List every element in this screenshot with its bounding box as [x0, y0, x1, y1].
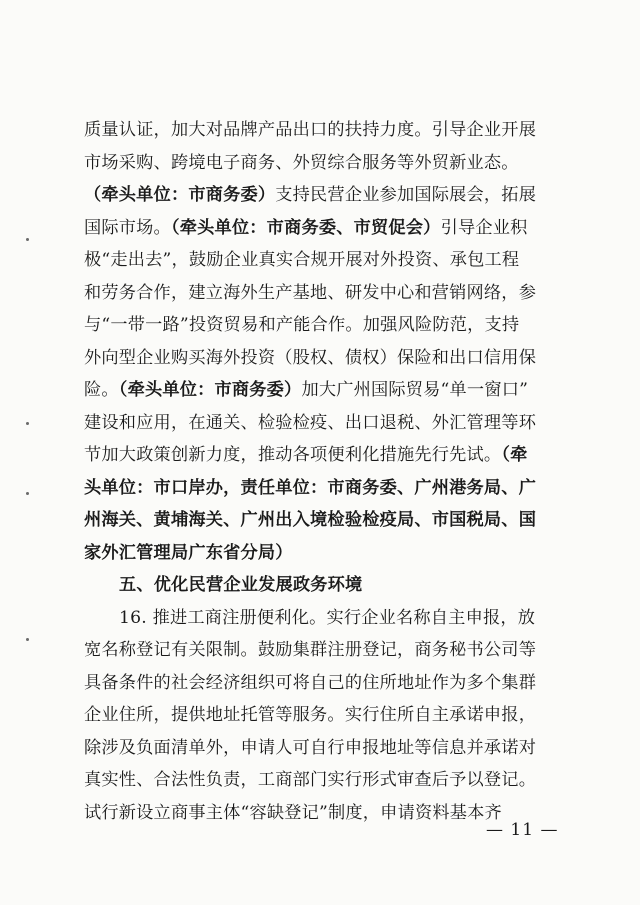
text-run: 与“一带一路”投资贸易和产能合作。加强风险防范，支持	[84, 315, 520, 335]
text-run: 建设和应用，在通关、检验检疫、出口退税、外汇管理等环	[84, 412, 537, 433]
text-run: 引导企业积	[440, 217, 528, 238]
text-line	[84, 374, 560, 407]
text-run: 16. 推进工商注册便利化。实行企业名称自主申报，放	[119, 607, 536, 628]
text-line	[84, 244, 560, 277]
lead-unit-note: （牵头单位：市商务委、市贸促会）	[170, 217, 441, 238]
binding-hole-mark	[26, 638, 29, 641]
text-run: 国际市场。	[84, 217, 171, 238]
text-line	[84, 634, 560, 667]
text-line	[84, 407, 560, 440]
lead-unit-note: 州海关、黄埔海关、广州出入境检验检疫局、市国税局、国	[84, 510, 537, 530]
text-run: 节加大政策创新力度，推动各项便利化措施先行先试。	[84, 445, 502, 465]
lead-unit-note: 家外汇管理局广东省分局）	[84, 542, 293, 563]
text-run: 险。	[84, 380, 119, 400]
text-line	[84, 342, 560, 375]
text-line	[84, 667, 560, 700]
text-line	[84, 537, 560, 570]
text-run: 市场采购、跨境电子商务、外贸综合服务等外贸新业态。	[84, 152, 519, 173]
text-run: 极“走出去”，鼓励企业真实合规开展对外投资、承包工程	[84, 250, 520, 270]
text-run: 支持民营企业参加国际展会，拓展	[275, 185, 537, 205]
text-line	[84, 764, 560, 797]
text-run: 试行新设立商事主体“容缺登记”制度，申请资料基本齐	[84, 802, 502, 823]
text-run: 除涉及负面清单外，申请人可自行申报地址等信息并承诺对	[84, 737, 537, 758]
text-line	[84, 602, 560, 635]
text-line	[84, 277, 560, 310]
text-line	[84, 504, 560, 537]
text-line	[84, 472, 560, 505]
lead-unit-note: 头单位：市口岸办，责任单位：市商务委、广州港务局、广	[84, 477, 537, 498]
text-line	[84, 179, 560, 212]
section-title: 五、优化民营企业发展政务环境	[119, 575, 363, 595]
text-run: 和劳务合作，建立海外生产基地、研发中心和营销网络，参	[84, 282, 537, 303]
text-line	[84, 212, 560, 245]
lead-unit-note: （牵头单位：市商务委）	[84, 185, 276, 205]
text-line	[84, 732, 560, 765]
body-text	[84, 114, 560, 829]
text-line	[84, 439, 560, 472]
text-run: 具备条件的社会经济组织可将自己的住所地址作为多个集群	[84, 672, 537, 693]
text-line	[84, 699, 560, 732]
lead-unit-note: （牵头单位：市商务委）	[118, 380, 302, 400]
binding-hole-mark	[26, 238, 29, 241]
text-run: 加大广州国际贸易“单一窗口”	[301, 380, 529, 400]
text-run: 外向型企业购买海外投资（股权、债权）保险和出口信用保	[84, 347, 537, 368]
text-run: 质量认证，加大对品牌产品出口的扶持力度。引导企业开展	[84, 120, 537, 140]
text-line	[84, 309, 560, 342]
text-line	[84, 147, 560, 180]
lead-unit-note: （牵	[501, 445, 528, 465]
text-run: 宽名称登记有关限制。鼓励集群注册登记，商务秘书公司等	[84, 640, 537, 660]
section-heading	[84, 569, 560, 602]
text-run: 真实性、合法性负责，工商部门实行形式审查后予以登记。	[84, 770, 537, 790]
binding-hole-mark	[26, 492, 29, 495]
text-line	[84, 114, 560, 147]
page-number: — 11 —	[486, 820, 559, 840]
text-run: 企业住所，提供地址托管等服务。实行住所自主承诺申报，	[84, 705, 537, 725]
binding-hole-mark	[26, 422, 29, 425]
